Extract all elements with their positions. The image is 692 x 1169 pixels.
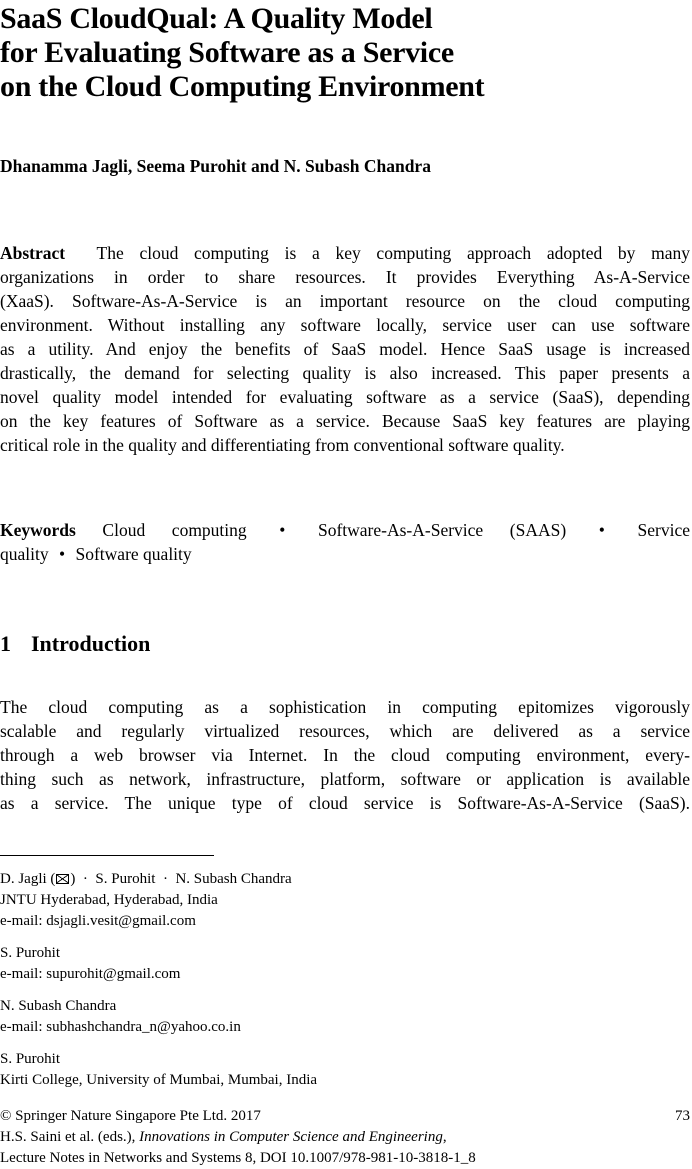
page-number: 73 — [675, 1108, 690, 1124]
abstract-line: critical role in the quality and differentiating from conventional software quality. — [0, 435, 565, 455]
section-heading — [0, 631, 690, 657]
author-name: N. Subash Chandra — [175, 871, 292, 887]
email[interactable]: e-mail: subhashchandra_n@yahoo.co.in — [0, 1019, 241, 1035]
author-name: D. Jagli — [0, 871, 47, 887]
footnote-authors: D. Jagli ( ) · S. Purohit · N. Subash Chandra — [0, 871, 292, 887]
abstract-text: The cloud computing is a key computing approach adopted by many — [96, 243, 691, 263]
citation-prefix: H.S. Saini et al. (eds.), — [0, 1129, 140, 1145]
intro-line: as a service. The unique type of cloud service is Software-As-A-Service (SaaS). — [0, 793, 690, 813]
author-name: S. Purohit — [95, 871, 156, 887]
abstract-line: on the key features of Software as a service. Because SaaS key features are playing — [0, 411, 690, 431]
intro-paragraph — [0, 695, 690, 815]
series-doi: Lecture Notes in Networks and Systems 8, DOI 10.1007/978-981-10-3818-1_8 — [0, 1150, 476, 1166]
intro-line: thing such as network, infrastructure, platform, software or application is available — [0, 769, 690, 789]
title-line: on the Cloud Computing Environment — [0, 70, 485, 103]
separator: · — [162, 871, 168, 887]
abstract — [0, 241, 690, 457]
author-list: Dhanamma Jagli, Seema Purohit and N. Subash Chandra — [0, 156, 431, 176]
keywords-label: Keywords — [0, 520, 76, 540]
email[interactable]: e-mail: supurohit@gmail.com — [0, 966, 181, 982]
envelope-icon — [56, 874, 69, 884]
intro-line: scalable and regularly virtualized resources, which are delivered as a service — [0, 721, 690, 741]
title-line: for Evaluating Software as a Service — [0, 36, 454, 69]
footnotes — [0, 869, 690, 1091]
abstract-line: as a utility. And enjoy the benefits of SaaS model. Hence SaaS usage is increased — [0, 339, 690, 359]
abstract-line: (XaaS). Software-As-A-Service is an important resource on the cloud computing — [0, 291, 690, 311]
email[interactable]: e-mail: dsjagli.vesit@gmail.com — [0, 913, 196, 929]
keywords — [0, 518, 690, 566]
section-number: 1 — [0, 631, 11, 656]
intro-line: The cloud computing as a sophistication in computing epitomizes vigorously — [0, 697, 690, 717]
keyword-separator: • — [598, 520, 605, 540]
keyword-separator: • — [58, 544, 66, 564]
author-name: N. Subash Chandra — [0, 998, 117, 1014]
abstract-line: organizations in order to share resources. It provides Everything As-A-Service — [0, 267, 690, 287]
abstract-label: Abstract — [0, 243, 66, 263]
keyword: Software quality — [75, 544, 192, 564]
keyword: Software-As-A-Service (SAAS) — [317, 520, 567, 540]
abstract-line — [0, 241, 690, 265]
abstract-line: drastically, the demand for selecting quality is also increased. This paper presents a — [0, 363, 690, 383]
keyword: Cloud computing — [102, 520, 247, 540]
paper-title — [0, 2, 690, 104]
author-name: S. Purohit — [0, 945, 61, 961]
book-title: Innovations in Computer Science and Engineering — [139, 1129, 443, 1145]
title-line: SaaS CloudQual: A Quality Model — [0, 2, 433, 35]
section-title: Introduction — [31, 631, 151, 656]
footnote-rule — [0, 855, 214, 856]
abstract-line: novel quality model intended for evaluating software as a service (SaaS), depending — [0, 387, 690, 407]
publication-info — [0, 1106, 690, 1169]
keyword-separator: • — [279, 520, 286, 540]
keyword: Service quality — [0, 520, 691, 564]
abstract-line: environment. Without installing any software locally, service user can use software — [0, 315, 690, 335]
affiliation: Kirti College, University of Mumbai, Mumbai, India — [0, 1072, 318, 1088]
separator: · — [82, 871, 88, 887]
copyright: © Springer Nature Singapore Pte Ltd. 2017 — [0, 1108, 261, 1124]
citation-suffix: , — [442, 1129, 447, 1145]
intro-line: through a web browser via Internet. In the cloud computing environment, every- — [0, 745, 690, 765]
copyright-row — [0, 1106, 690, 1127]
author-name: S. Purohit — [0, 1051, 61, 1067]
citation — [0, 1127, 690, 1148]
affiliation: JNTU Hyderabad, Hyderabad, India — [0, 892, 218, 908]
